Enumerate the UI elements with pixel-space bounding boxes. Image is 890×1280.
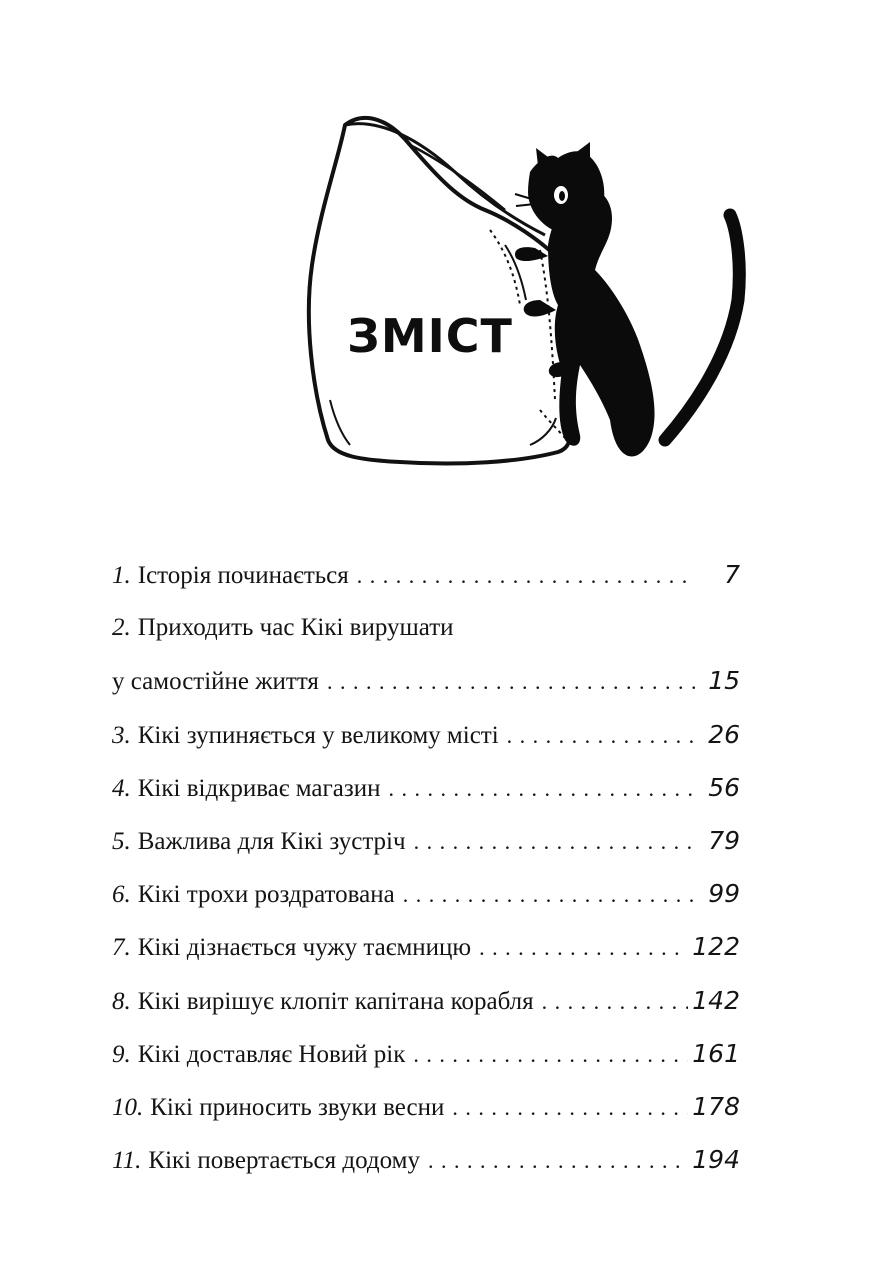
toc-entry-title: Кікі повертається додому — [148, 1147, 420, 1175]
cat-with-sack-icon — [290, 100, 770, 480]
dot-leader — [389, 762, 697, 815]
table-of-contents — [112, 548, 740, 1186]
toc-entry-page: 194 — [692, 1145, 740, 1175]
toc-entry-page: 15 — [708, 666, 740, 696]
toc-entry-title: Кікі зупиняється у великому місті — [137, 721, 499, 749]
toc-entry-11[interactable] — [112, 1133, 740, 1186]
dot-leader — [428, 1134, 688, 1187]
toc-entry-2-continuation[interactable] — [112, 654, 740, 707]
toc-entry-page: 99 — [708, 879, 740, 909]
toc-entry-page: 79 — [708, 825, 740, 855]
toc-entry-2[interactable] — [112, 601, 740, 654]
toc-entry-page: 142 — [692, 985, 740, 1015]
toc-entry-page: 122 — [692, 932, 740, 962]
toc-entry-title: Кікі доставляє Новий рік — [137, 1040, 406, 1068]
toc-entry-title-continuation: у самостійне життя — [112, 668, 319, 696]
toc-entry-10[interactable] — [112, 1080, 740, 1133]
toc-entry-number: 10. — [112, 1093, 144, 1121]
toc-entry-title: Важлива для Кікі зустріч — [137, 827, 406, 855]
toc-entry-number: 9. — [112, 1040, 131, 1068]
toc-entry-number: 6. — [112, 881, 131, 909]
toc-entry-title: Історія починається — [137, 562, 349, 589]
toc-entry-title: Кікі відкриває магазин — [137, 774, 381, 802]
toc-entry-page: 56 — [708, 772, 740, 802]
toc-entry-page: 7 — [724, 560, 740, 589]
toc-entry-number: 11. — [112, 1147, 142, 1175]
toc-entry-9[interactable] — [112, 1027, 740, 1080]
toc-entry-number: 8. — [112, 987, 131, 1015]
toc-entry-5[interactable] — [112, 814, 740, 867]
dot-leader — [479, 921, 688, 974]
toc-entry-title: Кікі дізнається чужу таємницю — [137, 934, 472, 962]
toc-entry-title: Приходить час Кікі вирушати — [137, 614, 454, 642]
toc-entry-4[interactable] — [112, 761, 740, 814]
toc-entry-title: Кікі вирішує клопіт капітана корабля — [137, 987, 534, 1015]
toc-entry-number: 2. — [112, 614, 131, 642]
dot-leader — [327, 655, 696, 708]
page-title: ЗМІСТ — [347, 309, 513, 363]
dot-leader — [542, 975, 689, 1028]
toc-entry-6[interactable] — [112, 867, 740, 920]
dot-leader — [507, 709, 696, 762]
toc-entry-8[interactable] — [112, 974, 740, 1027]
toc-entry-page: 161 — [692, 1038, 740, 1068]
dot-leader — [403, 868, 696, 921]
cat-with-sack-illustration — [290, 100, 770, 480]
toc-entry-page: 178 — [692, 1091, 740, 1121]
toc-entry-1[interactable] — [112, 548, 740, 601]
dot-leader — [414, 815, 696, 868]
toc-entry-number: 4. — [112, 774, 131, 802]
toc-entry-title: Кікі трохи роздратована — [137, 881, 395, 909]
toc-entry-number: 5. — [112, 827, 131, 855]
toc-entry-number: 3. — [112, 721, 131, 749]
toc-entry-number: 7. — [112, 934, 131, 962]
dot-leader — [452, 1081, 688, 1134]
toc-entry-7[interactable] — [112, 920, 740, 973]
dot-leader — [357, 549, 696, 602]
toc-entry-3[interactable] — [112, 708, 740, 761]
toc-entry-title: Кікі приносить звуки весни — [150, 1093, 445, 1121]
dot-leader — [413, 1028, 688, 1081]
toc-entry-number: 1. — [112, 562, 131, 589]
toc-entry-page: 26 — [708, 719, 740, 749]
